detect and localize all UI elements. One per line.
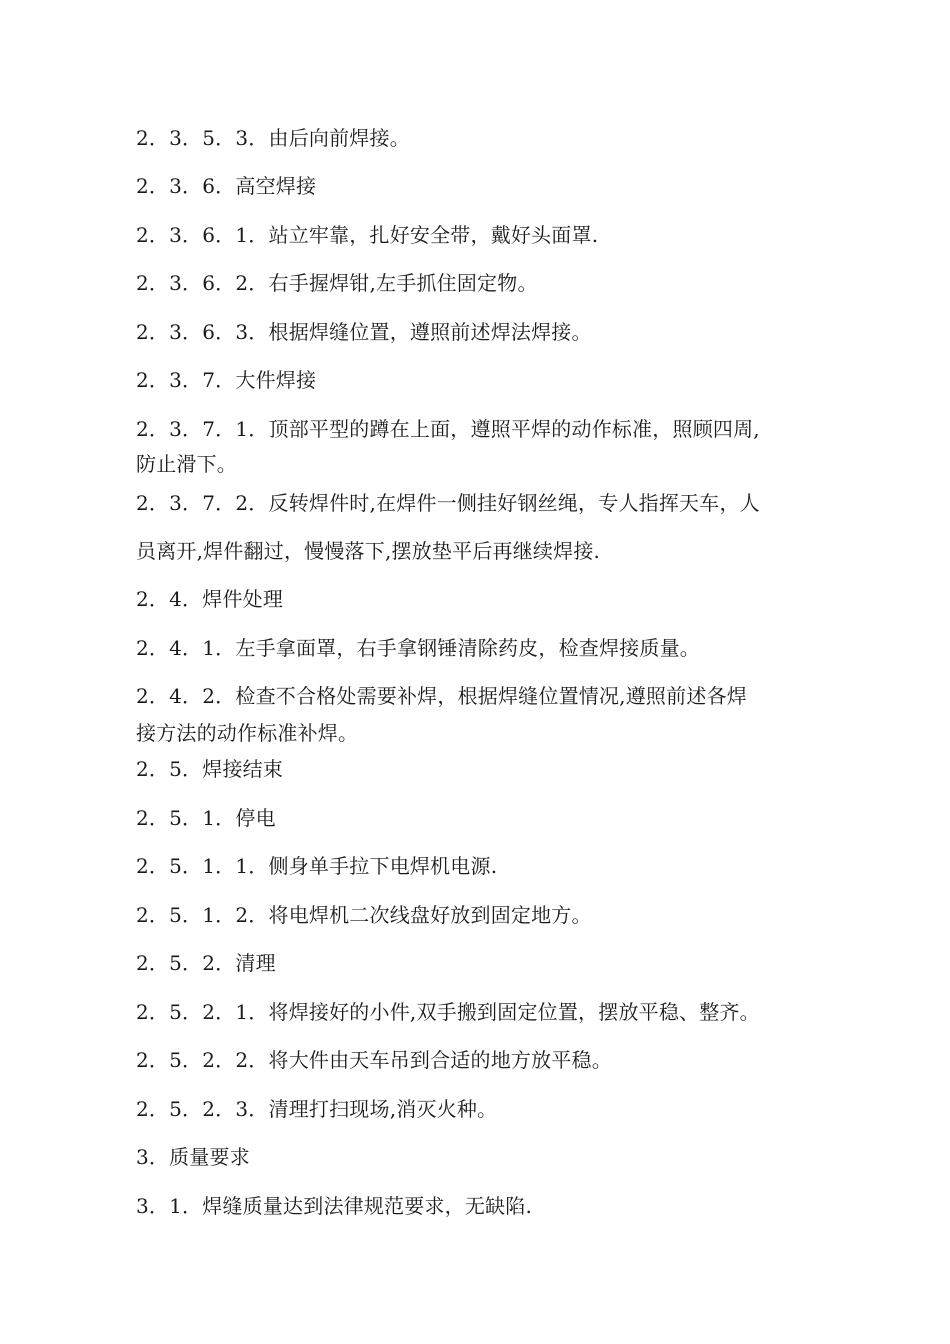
section-heading: 2．5．焊接结束: [136, 757, 284, 781]
section-heading: 2．5．2．清理: [136, 951, 276, 975]
text-line: 3．1．焊缝质量达到法律规范要求，无缺陷.: [136, 1194, 533, 1218]
text-line-continued: 防止滑下。: [136, 452, 237, 476]
section-heading: 2．4．焊件处理: [136, 587, 284, 611]
text-line-continued: 员离开,焊件翻过，慢慢落下,摆放垫平后再继续焊接.: [136, 539, 601, 563]
text-line: 2．3．6．3．根据焊缝位置，遵照前述焊法焊接。: [136, 320, 592, 344]
text-line: 2．3．7．1．顶部平型的蹲在上面，遵照平焊的动作标准，照顾四周,: [136, 417, 760, 441]
text-line: 2．3．6．1．站立牢靠，扎好安全带，戴好头面罩.: [136, 223, 599, 247]
text-line: 2．4．1．左手拿面罩，右手拿钢锤清除药皮，检查焊接质量。: [136, 636, 700, 660]
section-heading: 3．质量要求: [136, 1145, 250, 1169]
text-line: 2．5．1．2．将电焊机二次线盘好放到固定地方。: [136, 903, 592, 927]
text-line: 2．3．6．2．右手握焊钳,左手抓住固定物。: [136, 271, 538, 295]
text-line-continued: 接方法的动作标准补焊。: [136, 721, 359, 745]
text-line: 2．3．7．2．反转焊件时,在焊件一侧挂好钢丝绳，专人指挥天车，人: [136, 491, 760, 515]
text-line: 2．5．2．2．将大件由天车吊到合适的地方放平稳。: [136, 1048, 612, 1072]
text-line: 2．5．2．3．清理打扫现场,消灭火种。: [136, 1097, 498, 1121]
section-heading: 2．3．7．大件焊接: [136, 368, 317, 392]
section-heading: 2．3．6．高空焊接: [136, 174, 317, 198]
text-line: 2．3．5．3．由后向前焊接。: [136, 126, 410, 150]
text-line: 2．5．2．1．将焊接好的小件,双手搬到固定位置，摆放平稳、整齐。: [136, 1000, 760, 1024]
text-line: 2．5．1．1．侧身单手拉下电焊机电源.: [136, 854, 498, 878]
text-line: 2．4．2．检查不合格处需要补焊，根据焊缝位置情况,遵照前述各焊: [136, 684, 747, 708]
section-heading: 2．5．1．停电: [136, 806, 276, 830]
